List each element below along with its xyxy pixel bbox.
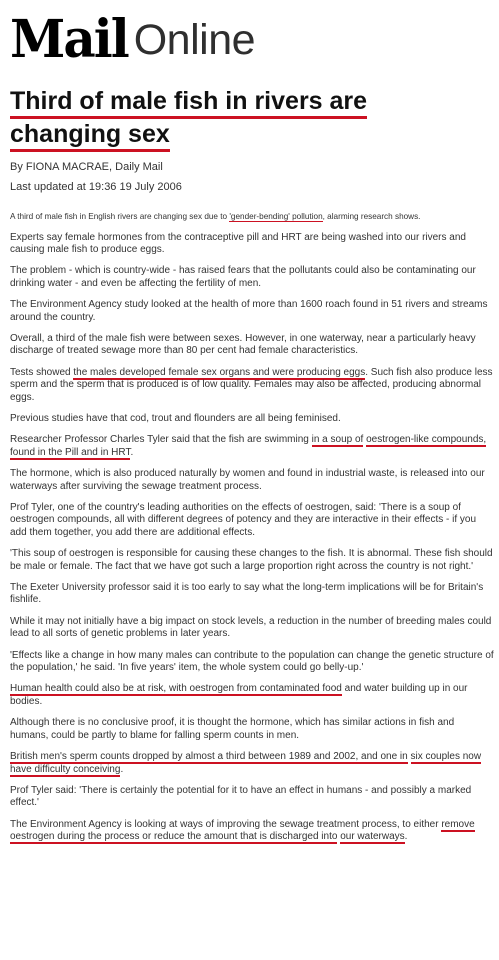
- p5-text: Tests showed: [10, 366, 74, 378]
- logo-mail[interactable]: Mail: [10, 7, 128, 70]
- p18-highlight-1: remove oestrogen during the process or reduce the amount that is discharged into: [10, 818, 475, 843]
- paragraph-18: [10, 819, 494, 844]
- p18-highlight-2: our waterways: [340, 831, 405, 843]
- p14-highlight: Human health could also be at risk, with oestrogen from contaminated food: [10, 683, 342, 695]
- article-headline: [10, 86, 480, 152]
- paragraph-11: The Exeter University professor said it is too early to say what the long-term implications will be for Britain's fishlife.: [10, 582, 484, 606]
- paragraph-1: Experts say female hormones from the contraceptive pill and HRT are being washed into our rivers and causing male fish to produce eggs.: [10, 231, 466, 255]
- paragraph-9: Prof Tyler, one of the country's leading authorities on the effects of oestrogen, said: 'There is a soup of oestrogen compounds, all with different degrees of potency and they are interactive in their effects - if you add them together, you add there are additional effects.: [10, 502, 477, 538]
- paragraph-7: [10, 434, 494, 459]
- paragraph-3: The Environment Agency study looked at the health of more than 1600 roach found in 51 rivers and streams around the country.: [10, 299, 488, 323]
- p7-text-end: .: [130, 446, 134, 458]
- paragraph-17: Prof Tyler said: 'There is certainly the potential for it to have an effect in humans - and possibly a marked effect.': [10, 784, 472, 809]
- p7-highlight-2: oestrogen-like compounds, found in the Pill and in HRT: [10, 434, 487, 458]
- p7-highlight-1: in a soup of: [311, 434, 364, 446]
- lead-paragraph: [10, 212, 490, 223]
- p5-text-end: . Such fish also produce less sperm and the sperm that is produced is of low quality. Females may also be affected, producing abnormal eggs.: [10, 366, 493, 403]
- headline-line-2: changing sex: [10, 119, 170, 152]
- paragraph-12: While it may not initially have a big impact on stock levels, a reduction in the number of breeding males could lead to all sorts of genetic problems in later years.: [10, 615, 492, 640]
- logo-online[interactable]: Online: [133, 16, 256, 64]
- paragraph-4: Overall, a third of the male fish were between sexes. However, in one waterway, near a particularly heavy discharge of treated sewage more than 80 per cent had female characteristics.: [10, 332, 476, 357]
- p16-text-end: .: [120, 763, 124, 775]
- paragraph-8: The hormone, which is also produced naturally by women and found in industrial waste, is released into our waterways after surviving the sewage treatment process.: [10, 468, 485, 492]
- lead-text-end: , alarming research shows.: [322, 212, 421, 221]
- p14-text-end: and water building up in our bodies.: [10, 683, 468, 707]
- p7-text: Researcher Professor Charles Tyler said that the fish are swimming: [10, 434, 312, 446]
- last-updated: Last updated at 19:36 19 July 2006: [10, 181, 182, 193]
- p16-highlight-2: six couples now have difficulty conceiving: [10, 751, 482, 775]
- paragraph-16: [10, 751, 494, 776]
- byline: By FIONA MACRAE, Daily Mail: [10, 161, 163, 173]
- p18-text: The Environment Agency is looking at ways of improving the sewage treatment process, to either: [10, 818, 442, 830]
- p18-text-end: .: [404, 831, 408, 843]
- paragraph-10: 'This soup of oestrogen is responsible for causing these changes to the fish. It is abnormal. These fish should be male or female. The fact that we have got such a large proportion right across the country is not right.': [10, 548, 493, 572]
- lead-text: A third of male fish in English rivers are changing sex due to: [10, 212, 230, 221]
- p5-highlight: the males developed female sex organs and were producing eggs: [73, 366, 366, 378]
- headline-line-1: Third of male fish in rivers are: [10, 86, 367, 119]
- p16-highlight-1: British men's sperm counts dropped by almost a third between 1989 and 2002, and one in: [10, 751, 408, 763]
- paragraph-15: Although there is no conclusive proof, it is thought the hormone, which has similar actions in fish and humans, could be partly to blame for falling sperm counts in men.: [10, 717, 455, 741]
- paragraph-2: The problem - which is country-wide - has raised fears that the pollutants could also be contaminating our drinking water - and even be affecting the fertility of men.: [10, 265, 476, 289]
- paragraph-5: [10, 367, 494, 404]
- masthead: [10, 6, 491, 68]
- lead-highlight: 'gender-bending' pollution: [229, 212, 323, 221]
- paragraph-14: [10, 683, 494, 708]
- paragraph-13: 'Effects like a change in how many males can contribute to the population can change the genetic structure of the population,' he said. 'In five years' item, the whole system could go belly-up.': [10, 649, 494, 674]
- paragraph-6: Previous studies have that cod, trout and flounders are all being feminised.: [10, 412, 341, 424]
